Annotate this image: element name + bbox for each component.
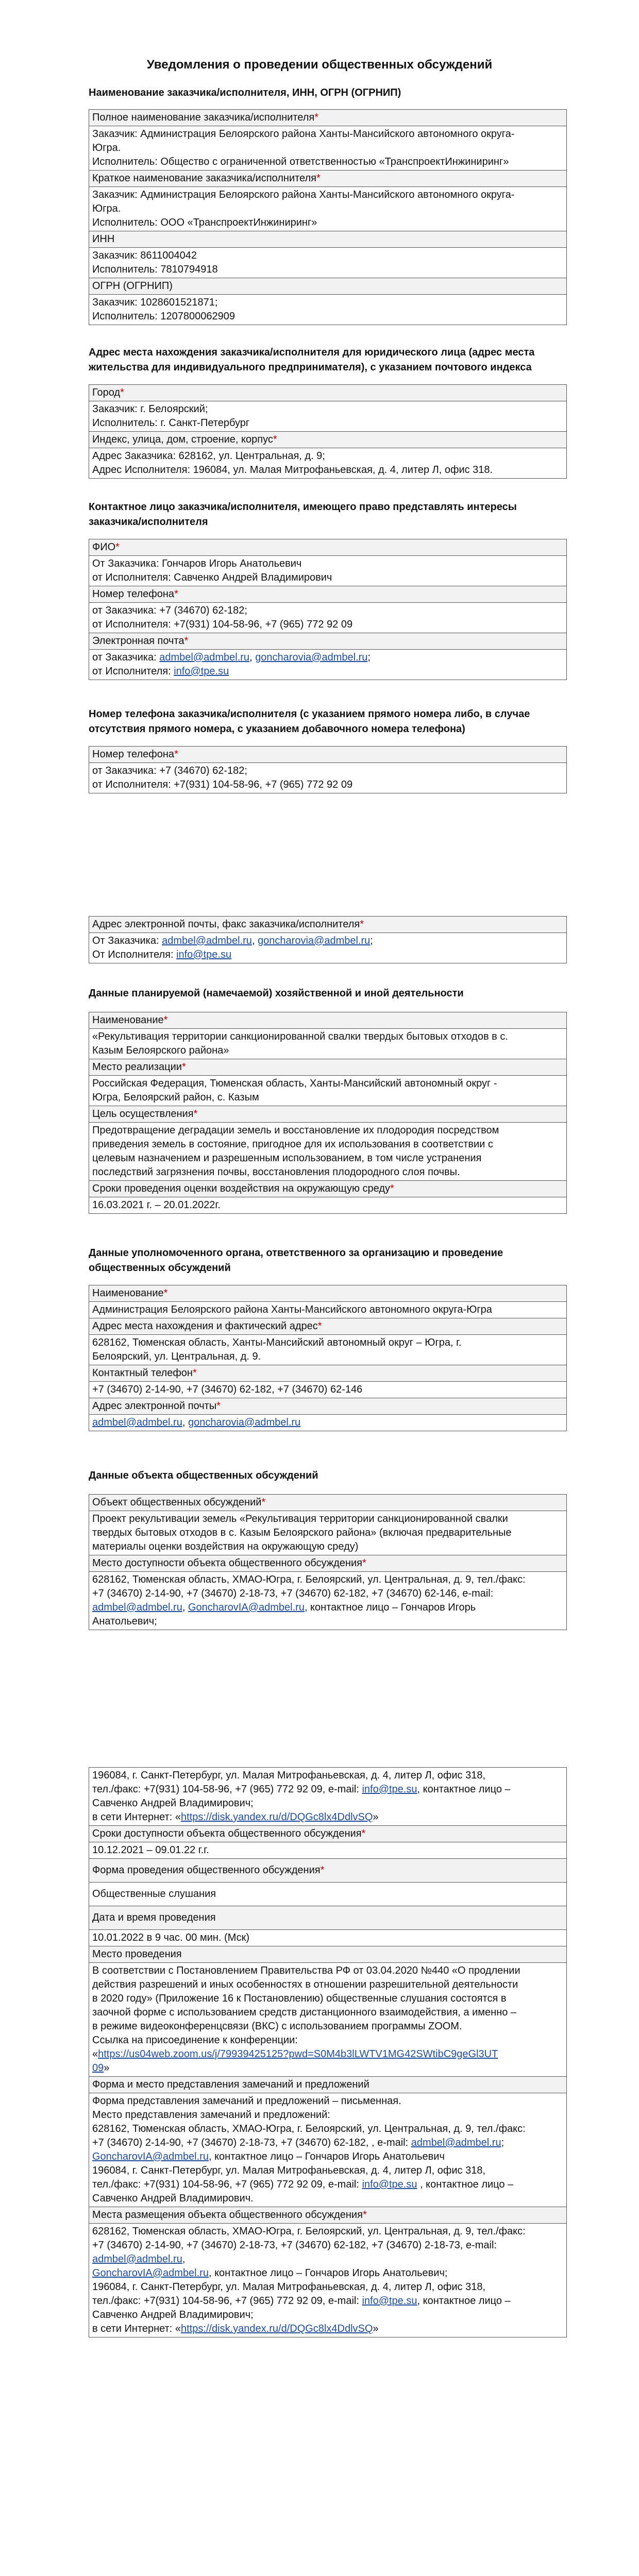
- field-value: 628162, Тюменская область, Ханты-Мансийский автономный округ – Югра, г. Белоярский, ул. Центральная, д. 9.: [89, 1335, 566, 1365]
- email-link[interactable]: admbel@admbel.ru: [162, 935, 252, 946]
- field-label: ИНН: [89, 231, 566, 248]
- field-value: Заказчик: 8611004042 Исполнитель: 7810794918: [89, 248, 566, 278]
- section-heading-authority: Данные уполномоченного органа, ответственного за организацию и проведение общественных обсуждений: [89, 1247, 503, 1274]
- field-label: Город*: [89, 385, 566, 401]
- customer-info-table: [89, 109, 567, 325]
- field-value: 10.12.2021 – 09.01.22 г.г.: [89, 1842, 566, 1859]
- email-link[interactable]: info@tpe.su: [176, 949, 232, 960]
- field-value: Заказчик: г. Белоярский; Исполнитель: г. Санкт-Петербург: [89, 401, 566, 432]
- web-link[interactable]: https://disk.yandex.ru/d/DQGc8lx4DdlvSQ: [181, 2323, 373, 2334]
- email-link[interactable]: GoncharovIA@admbel.ru: [92, 2267, 209, 2279]
- field-value: +7 (34670) 2-14-90, +7 (34670) 62-182, +7 (34670) 62-146: [89, 1382, 566, 1398]
- field-value: от Заказчика: +7 (34670) 62-182; от Исполнителя: +7(931) 104-58-96, +7 (965) 772 92 09: [92, 765, 353, 790]
- section-heading-customer: Наименование заказчика/исполнителя, ИНН, ОГРН (ОГРНИП): [89, 87, 401, 98]
- email-link[interactable]: GoncharovIA@admbel.ru: [92, 2151, 209, 2162]
- field-label: Электронная почта*: [89, 633, 566, 650]
- field-value: от Заказчика: admbel@admbel.ru, goncharovia@admbel.ru; от Исполнителя: info@tpe.su: [92, 652, 371, 677]
- section-heading-phone: Номер телефона заказчика/исполнителя (с указанием прямого номера либо, в случае отсутствия прямого номера, с указанием добавочного номера телефона): [89, 708, 530, 735]
- field-label: Полное наименование заказчика/исполнителя*: [89, 110, 566, 126]
- field-label: Форма проведения общественного обсуждения*: [89, 1859, 566, 1883]
- activity-table: [89, 1012, 567, 1214]
- field-value: 10.01.2022 в 9 час. 00 мин. (Мск): [89, 1930, 566, 1946]
- field-value: Заказчик: Администрация Белоярского района Ханты-Мансийского автономного округа- Югра. Исполнитель: Общество с ограниченной ответственностью «ТранспроектИнжиниринг»: [89, 126, 566, 171]
- field-label: Форма и место представления замечаний и предложений: [89, 2077, 566, 2093]
- field-value: Заказчик: Администрация Белоярского района Ханты-Мансийского автономного округа- Югра. Исполнитель: ООО «ТранспроектИнжиниринг»: [89, 187, 566, 231]
- field-value: 628162, Тюменская область, ХМАО-Югра, г. Белоярский, ул. Центральная, д. 9, тел./факс: +7 (34670) 2-14-90, +7 (34670) 2-18-73, +7 (34670) 62-182, +7 (34670) 2-18-73, e-mail: admbel@admbel.ru, GoncharovIA@admbel.ru, контактное лицо – Гончаров Игорь Анатольевич; 196084, г. Санкт-Петербург, ул. Малая Митрофаньевская, д. 4, литер Л, офис 318, тел./факс: +7(931) 104-58-96, +7 (965) 772 92 09, e-mail: info@tpe.su, контактное лицо – Савченко Андрей Владимирович; в сети Интернет: «https://disk.yandex.ru/d/DQGc8lx4DdlvSQ»: [92, 2226, 526, 2334]
- email-link[interactable]: GoncharovIA@admbel.ru: [188, 1602, 305, 1613]
- section-heading-address: Адрес места нахождения заказчика/исполнителя для юридического лица (адрес места жительства для индивидуального предпринимателя), с указанием почтового индекса: [89, 347, 535, 373]
- field-value: Заказчик: 1028601521871; Исполнитель: 1207800062909: [92, 297, 235, 322]
- zoom-link[interactable]: 09: [92, 2062, 104, 2074]
- field-label: Цель осуществления*: [89, 1106, 566, 1123]
- web-link[interactable]: https://disk.yandex.ru/d/DQGc8lx4DdlvSQ: [181, 1811, 373, 1823]
- field-value: Адрес Заказчика: 628162, ул. Центральная, д. 9; Адрес Исполнителя: 196084, ул. Малая Митрофаньевская, д. 4, литер Л, офис 318.: [92, 450, 493, 476]
- field-value: 196084, г. Санкт-Петербург, ул. Малая Митрофаньевская, д. 4, литер Л, офис 318, тел./факс: +7(931) 104-58-96, +7 (965) 772 92 09, e-mail: info@tpe.su, контактное лицо – Савченко Андрей Владимирович; в сети Интернет: «https://disk.yandex.ru/d/DQGc8lx4DdlvSQ»: [89, 1768, 566, 1826]
- field-value: Российская Федерация, Тюменская область, Ханты-Мансийский автономный округ - Югра, Белоярский район, с. Казым: [89, 1076, 566, 1106]
- field-label: Место реализации*: [89, 1059, 566, 1076]
- field-label: Адрес электронной почты*: [89, 1398, 566, 1415]
- contact-table: [89, 539, 567, 680]
- field-value: от Заказчика: +7 (34670) 62-182; от Исполнителя: +7(931) 104-58-96, +7 (965) 772 92 09: [89, 603, 566, 633]
- field-value: 16.03.2021 г. – 20.01.2022г.: [92, 1199, 221, 1211]
- email-link[interactable]: goncharovia@admbel.ru: [258, 935, 371, 946]
- field-value: Администрация Белоярского района Ханты-Мансийского автономного округа-Югра: [89, 1302, 566, 1318]
- section-heading-contact: Контактное лицо заказчика/исполнителя, имеющего право представлять интересы заказчика/исполнителя: [89, 501, 517, 528]
- email-link[interactable]: info@tpe.su: [362, 1784, 417, 1795]
- email-fax-table: [89, 916, 567, 963]
- field-value: 628162, Тюменская область, ХМАО-Югра, г. Белоярский, ул. Центральная, д. 9, тел./факс: +7 (34670) 2-14-90, +7 (34670) 2-18-73, +7 (34670) 62-182, +7 (34670) 62-146, e-mail: admbel@admbel.ru, GoncharovIA@admbel.ru, контактное лицо – Гончаров Игорь Анатольевич;: [92, 1574, 526, 1627]
- section-heading-activity: Данные планируемой (намечаемой) хозяйственной и иной деятельности: [89, 988, 464, 999]
- email-link[interactable]: info@tpe.su: [362, 2295, 417, 2307]
- email-link[interactable]: admbel@admbel.ru: [92, 1417, 182, 1428]
- email-link[interactable]: admbel@admbel.ru: [92, 2253, 182, 2265]
- field-value: «Рекультивация территории санкционированной свалки твердых бытовых отходов в с. Казым Белоярского района»: [89, 1029, 566, 1059]
- email-link[interactable]: info@tpe.su: [362, 2179, 417, 2190]
- field-label: Индекс, улица, дом, строение, корпус*: [89, 432, 566, 448]
- field-label: Место проведения: [89, 1946, 566, 1963]
- page-title: Уведомления о проведении общественных обсуждений: [146, 58, 493, 72]
- field-label: Наименование*: [89, 1285, 566, 1302]
- field-value: В соответствии с Постановлением Правительства РФ от 03.04.2020 №440 «О продлении действия разрешений и иных особенностях в отношении разрешительной деятельности в 2020 году» (Приложение 16 к Постановлению) общественные слушания состоятся в заочной форме с использованием средств дистанционного взаимодействия, а именно – в режиме видеоконференцсвязи (ВКС) с использованием программы ZOOM. Ссылка на присоединение к конференции: «https://us04web.zoom.us/j/79939425125?pwd=S0M4b3lLWTV1MG42SWtibC9geGl3UT 09»: [89, 1963, 566, 2077]
- section-heading-object: Данные объекта общественных обсуждений: [89, 1470, 318, 1481]
- field-label: Объект общественных обсуждений*: [89, 1495, 566, 1511]
- email-link[interactable]: goncharovia@admbel.ru: [188, 1417, 301, 1428]
- field-label: Адрес электронной почты, факс заказчика/исполнителя*: [89, 917, 566, 933]
- field-label: Номер телефона*: [89, 586, 566, 603]
- field-label: Адрес места нахождения и фактический адрес*: [89, 1318, 566, 1335]
- field-value: Проект рекультивации земель «Рекультивация территории санкционированной свалки твердых бытовых отходов в с. Казым Белоярского района» (включая предварительные материалы оценки воздействия на окружающую среду): [89, 1511, 566, 1555]
- field-label: ОГРН (ОГРНИП): [89, 278, 566, 295]
- field-label: Сроки доступности объекта общественного обсуждения*: [89, 1826, 566, 1842]
- field-label: Дата и время проведения: [89, 1906, 566, 1930]
- field-value: Форма представления замечаний и предложений – письменная. Место представления замечаний и предложений: 628162, Тюменская область, ХМАО-Югра, г. Белоярский, ул. Центральная, д. 9, тел./факс: +7 (34670) 2-14-90, +7 (34670) 2-18-73, +7 (34670) 62-182, , e-mail: admbel@admbel.ru; GoncharovIA@admbel.ru, контактное лицо – Гончаров Игорь Анатольевич 196084, г. Санкт-Петербург, ул. Малая Митрофаньевская, д. 4, литер Л, офис 318, тел./факс: +7(931) 104-58-96, +7 (965) 772 92 09, e-mail: info@tpe.su , контактное лицо – Савченко Андрей Владимирович.: [89, 2093, 566, 2207]
- email-link[interactable]: info@tpe.su: [174, 666, 229, 677]
- field-label: Сроки проведения оценки воздействия на окружающую среду*: [89, 1181, 566, 1197]
- field-value: Предотвращение деградации земель и восстановление их плодородия посредством приведения земель в состояние, пригодное для их использования в соответствии с целевым назначением и разрешенным использованием, в том числе устранения последствий загрязнения почвы, восстановления плодородного слоя почвы.: [89, 1123, 566, 1181]
- field-value: От Заказчика: admbel@admbel.ru, goncharovia@admbel.ru; От Исполнителя: info@tpe.su: [92, 935, 373, 960]
- field-label: Места размещения объекта общественного обсуждения*: [89, 2207, 566, 2224]
- email-link[interactable]: admbel@admbel.ru: [411, 2137, 501, 2148]
- zoom-link[interactable]: https://us04web.zoom.us/j/79939425125?pwd=S0M4b3lLWTV1MG42SWtibC9geGl3UT: [98, 2048, 498, 2060]
- field-value: Общественные слушания: [89, 1883, 566, 1906]
- field-value: От Заказчика: Гончаров Игорь Анатольевич от Исполнителя: Савченко Андрей Владимирович: [89, 556, 566, 586]
- hearing-table: [89, 1767, 567, 2337]
- field-label: Наименование*: [89, 1012, 566, 1029]
- field-label: Контактный телефон*: [89, 1365, 566, 1382]
- field-value: admbel@admbel.ru, goncharovia@admbel.ru: [92, 1417, 301, 1428]
- authority-table: [89, 1285, 567, 1431]
- email-link[interactable]: goncharovia@admbel.ru: [255, 652, 368, 663]
- address-table: [89, 384, 567, 479]
- email-link[interactable]: admbel@admbel.ru: [92, 1602, 182, 1613]
- email-link[interactable]: admbel@admbel.ru: [159, 652, 250, 663]
- field-label: Номер телефона*: [89, 747, 566, 763]
- field-label: Место доступности объекта общественного обсуждения*: [89, 1555, 566, 1572]
- object-table: [89, 1494, 567, 1630]
- phone-table: [89, 746, 567, 793]
- field-label: ФИО*: [89, 539, 566, 556]
- field-label: Краткое наименование заказчика/исполнителя*: [89, 171, 566, 187]
